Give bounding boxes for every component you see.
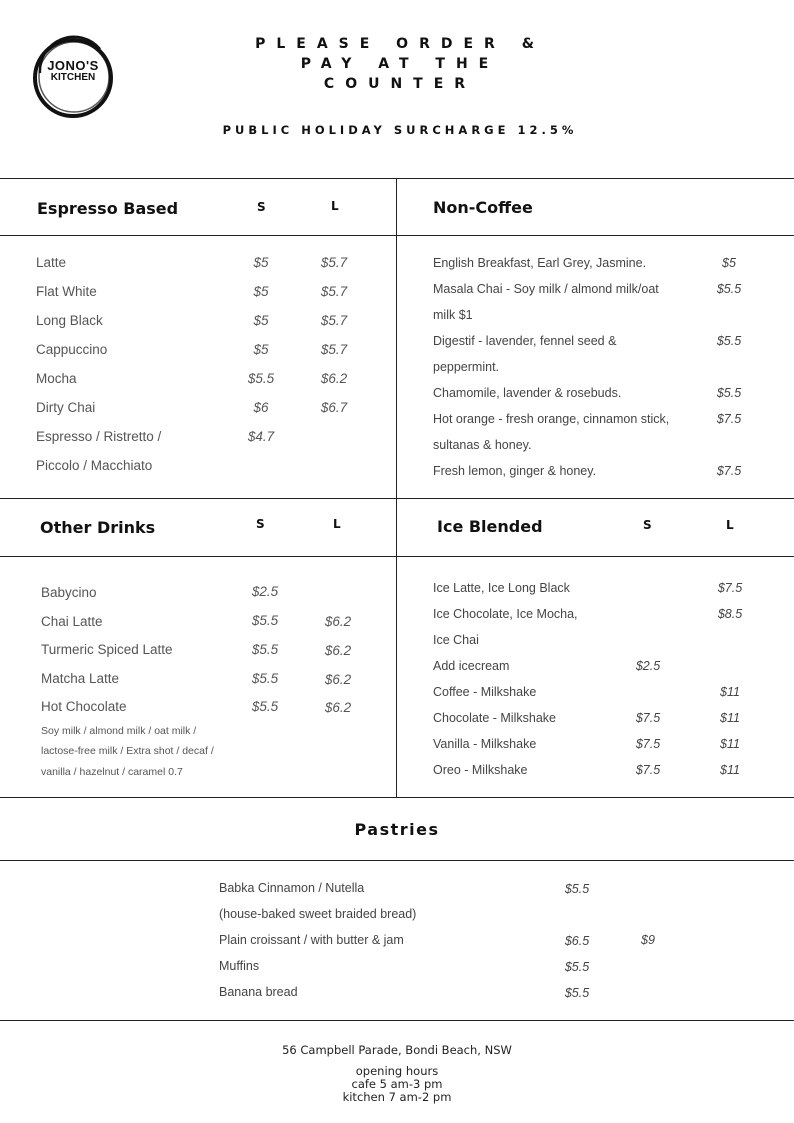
price-large: $8.5	[717, 607, 743, 621]
price-small: $5.5	[251, 671, 279, 686]
logo-text	[30, 60, 116, 84]
other-drinks-section-title: Other Drinks	[40, 518, 156, 537]
menu-item-name: peppermint.	[433, 360, 500, 374]
price-small: $7.5	[635, 711, 661, 725]
menu-item-name: Latte	[36, 255, 67, 270]
price: $5.5	[716, 334, 742, 348]
price-small: $2.5	[635, 659, 661, 673]
price: $5.5	[564, 960, 590, 974]
menu-item-name: Ice Chai	[433, 633, 479, 647]
menu-item-name: Chamomile, lavender & rosebuds.	[433, 386, 622, 400]
price-large: $6.2	[324, 700, 352, 715]
price-with-extras: $9	[641, 933, 655, 947]
opening-hours	[0, 1065, 794, 1104]
logo	[30, 35, 116, 121]
price-small: $5.5	[251, 699, 279, 714]
ice-col-large: L	[726, 518, 734, 532]
menu-item-name: Fresh lemon, ginger & honey.	[433, 464, 597, 478]
price-small: $2.5	[251, 584, 279, 599]
milk-options-note: lactose-free milk / Extra shot / decaf /	[41, 745, 214, 757]
price: $5.5	[564, 986, 590, 1000]
menu-item-name: Oreo - Milkshake	[433, 763, 528, 777]
price-large: $6.7	[320, 400, 348, 415]
menu-item-name: Matcha Latte	[41, 671, 120, 686]
milk-options-note: Soy milk / almond milk / oat milk /	[41, 725, 197, 737]
menu-item-name: Hot Chocolate	[41, 699, 127, 714]
other-col-large: L	[333, 517, 341, 531]
price-large: $11	[720, 711, 740, 725]
price: $5.5	[716, 282, 742, 296]
price-large: $11	[720, 685, 740, 699]
menu-item-name: Ice Chocolate, Ice Mocha,	[433, 607, 578, 621]
price-small: $5.5	[251, 642, 279, 657]
price-small: $5	[253, 284, 269, 299]
price-small: $7.5	[635, 763, 661, 777]
order-notice-line-3: COUNTER	[323, 76, 477, 92]
menu-item-name: Coffee - Milkshake	[433, 685, 537, 699]
menu-item-name: English Breakfast, Earl Grey, Jasmine.	[433, 256, 647, 270]
menu-item-name: Cappuccino	[36, 342, 108, 357]
price-small: $5	[253, 313, 269, 328]
menu-item-name: Vanilla - Milkshake	[433, 737, 537, 751]
divider	[0, 498, 794, 499]
price-small: $6	[253, 400, 269, 415]
menu-item-name: Chai Latte	[41, 614, 103, 629]
menu-item-name: milk $1	[433, 308, 473, 322]
price: $7.5	[716, 464, 742, 478]
espresso-section-title: Espresso Based	[37, 199, 179, 218]
menu-item-name: Add icecream	[433, 659, 510, 673]
menu-item-name: Chocolate - Milkshake	[433, 711, 556, 725]
menu-item-name: Ice Latte, Ice Long Black	[433, 581, 570, 595]
menu-item-name: Babycino	[41, 585, 97, 600]
pastries-section-title: Pastries	[354, 820, 440, 839]
price-large: $6.2	[324, 643, 352, 658]
menu-item-name: Piccolo / Macchiato	[36, 458, 153, 473]
price-large: $7.5	[717, 581, 743, 595]
price: $6.5	[564, 934, 590, 948]
price-large: $6.2	[324, 614, 352, 629]
noncoffee-section-title: Non-Coffee	[433, 198, 533, 217]
price-large: $6.2	[324, 672, 352, 687]
divider	[0, 1020, 794, 1021]
menu-item-name: Flat White	[36, 284, 97, 299]
price-large: $11	[720, 737, 740, 751]
divider	[0, 860, 794, 861]
divider	[0, 556, 794, 557]
price: $5.5	[716, 386, 742, 400]
price-small: $4.7	[247, 429, 275, 444]
ice-col-small: S	[643, 518, 652, 532]
price-small: $5.5	[247, 371, 275, 386]
order-notice-line-1: PLEASE ORDER &	[255, 36, 545, 52]
cafe-hours: cafe 5 am-3 pm	[351, 1077, 443, 1091]
menu-item-name: sultanas & honey.	[433, 438, 532, 452]
price-small: $5	[253, 255, 269, 270]
divider	[0, 235, 794, 236]
menu-item-name: Mocha	[36, 371, 77, 386]
price-small: $7.5	[635, 737, 661, 751]
order-notice-line-2: PAY AT THE	[300, 56, 500, 72]
logo-line-2: KITCHEN	[50, 72, 96, 83]
price-large: $5.7	[320, 342, 348, 357]
milk-options-note: vanilla / hazelnut / caramel 0.7	[41, 766, 183, 778]
logo-line-1: JONO'S	[47, 58, 99, 73]
price-large: $5.7	[320, 284, 348, 299]
menu-item-name: Turmeric Spiced Latte	[41, 642, 173, 657]
price-large: $5.7	[320, 313, 348, 328]
menu-item-name: Espresso / Ristretto /	[36, 429, 162, 444]
menu-item-name: Digestif - lavender, fennel seed &	[433, 334, 617, 348]
menu-item-name: Long Black	[36, 313, 103, 328]
menu-item-name: Muffins	[219, 959, 260, 973]
surcharge-notice: PUBLIC HOLIDAY SURCHARGE 12.5%	[222, 123, 578, 137]
price: $7.5	[716, 412, 742, 426]
menu-item-name: Masala Chai - Soy milk / almond milk/oat	[433, 282, 659, 296]
ice-blended-section-title: Ice Blended	[437, 517, 543, 536]
menu-item-name: Dirty Chai	[36, 400, 96, 415]
price-small: $5.5	[251, 613, 279, 628]
price-large: $6.2	[320, 371, 348, 386]
address: 56 Campbell Parade, Bondi Beach, NSW	[282, 1043, 512, 1057]
espresso-col-small: S	[257, 200, 266, 214]
divider	[0, 178, 794, 179]
menu-item-name: Hot orange - fresh orange, cinnamon stick,	[433, 412, 670, 426]
other-col-small: S	[256, 517, 265, 531]
opening-hours-title: opening hours	[355, 1064, 439, 1078]
menu-item-name: Babka Cinnamon / Nutella	[219, 881, 365, 895]
divider	[0, 797, 794, 798]
order-notice	[200, 34, 600, 94]
price-large: $11	[720, 763, 740, 777]
kitchen-hours: kitchen 7 am-2 pm	[342, 1090, 452, 1104]
price: $5.5	[564, 882, 590, 896]
price-small: $5	[253, 342, 269, 357]
espresso-col-large: L	[331, 199, 339, 213]
column-divider	[396, 178, 397, 797]
menu-item-name: Plain croissant / with butter & jam	[219, 933, 404, 947]
menu-item-name: (house-baked sweet braided bread)	[219, 907, 417, 921]
price: $5	[722, 256, 736, 270]
price-large: $5.7	[320, 255, 348, 270]
menu-item-name: Banana bread	[219, 985, 298, 999]
